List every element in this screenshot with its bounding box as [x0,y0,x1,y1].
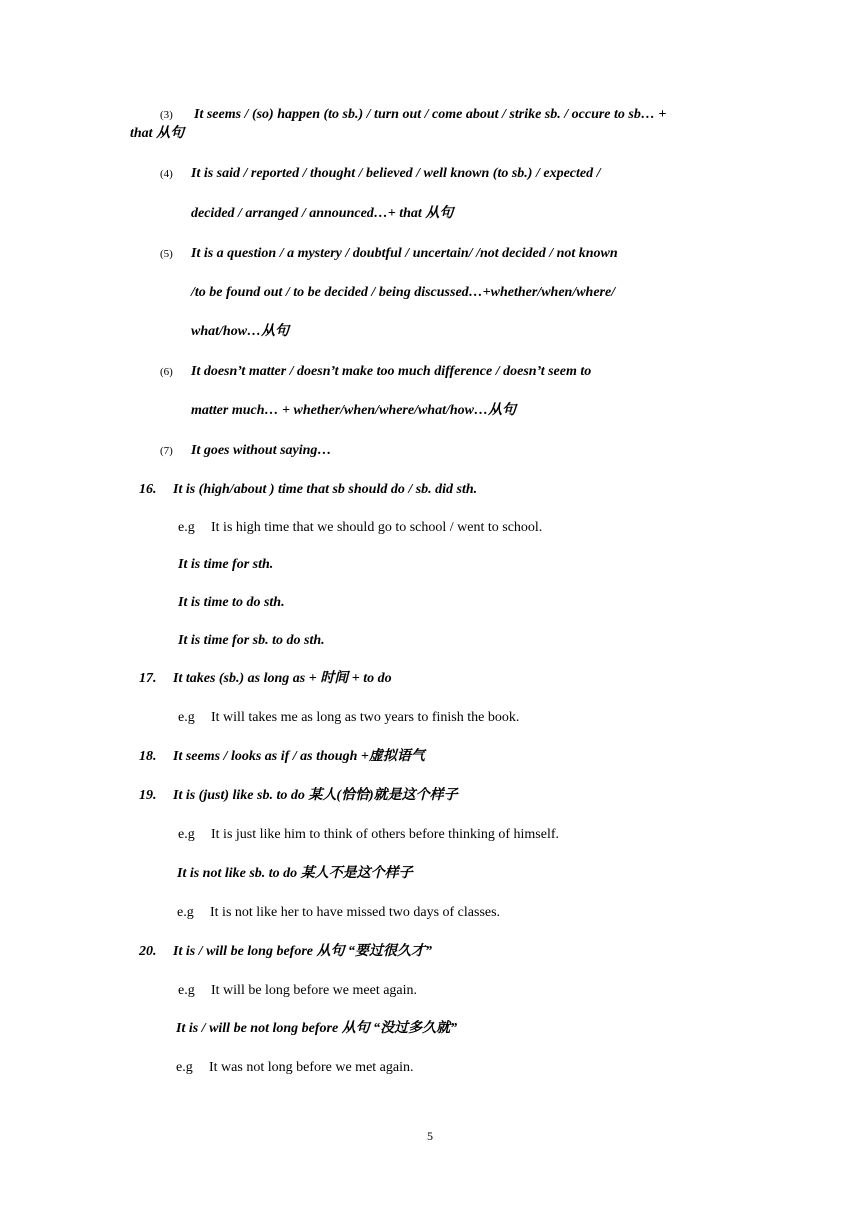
section-19-title: It is (just) like sb. to do 某人(恰恰)就是这个样子 [173,788,458,803]
item-5-text-1: It is a question / a mystery / doubtful / uncertain/ /not decided / not known [191,246,618,261]
item-4-line-1 [160,165,601,183]
example-label: e.g [178,520,195,535]
item-5-marker: (5) [160,248,173,260]
section-20-number: 20. [139,944,157,959]
item-7-line-1 [160,442,331,460]
item-6-marker: (6) [160,366,173,378]
item-6-text-2: matter much… + whether/when/where/what/how…从句 [191,403,516,418]
item-5-line-1 [160,245,618,263]
example-label: e.g [178,983,195,998]
section-20-example-2 [176,1059,414,1077]
section-16-number: 16. [139,482,157,497]
section-17-example [178,709,519,727]
section-20-example [178,982,417,1000]
item-4-text-1: It is said / reported / thought / believed / well known (to sb.) / expected / [191,166,601,181]
item-3-text-1: It seems / (so) happen (to sb.) / turn out / come about / strike sb. / occure to sb… + [194,107,667,122]
section-20-title: It is / will be long before 从句 “要过很久才” [173,944,432,959]
item-7-marker: (7) [160,445,173,457]
example-label: e.g [176,1060,193,1075]
item-6-text-1: It doesn’t matter / doesn’t make too much difference / doesn’t seem to [191,364,592,379]
section-18-heading [139,748,425,766]
example-text: It will be long before we meet again. [211,983,418,998]
item-5-text-3: what/how…从句 [191,324,290,339]
item-3-marker: (3) [160,109,173,121]
section-19-sub: It is not like sb. to do 某人不是这个样子 [177,866,413,881]
item-3-line-1 [160,106,666,124]
example-label: e.g [177,905,194,920]
section-19-number: 19. [139,788,157,803]
section-16-sub-2: It is time to do sth. [178,595,285,610]
section-19-example-2 [177,904,500,922]
item-7-text-1: It goes without saying… [191,443,332,458]
section-19-heading [139,787,458,805]
page-number: 5 [427,1129,433,1143]
example-text: It will takes me as long as two years to finish the book. [211,710,520,725]
example-label: e.g [178,827,195,842]
section-18-title: It seems / looks as if / as though +虚拟语气 [173,749,425,764]
item-4-text-2: decided / arranged / announced…+ that 从句 [191,206,454,221]
item-4-marker: (4) [160,168,173,180]
section-16-heading [139,481,477,499]
section-16-example [178,519,542,537]
example-text: It is not like her to have missed two days of classes. [210,905,501,920]
item-6-line-1 [160,363,591,381]
example-text: It is high time that we should go to school / went to school. [211,520,543,535]
example-text: It was not long before we met again. [209,1060,414,1075]
example-label: e.g [178,710,195,725]
section-20-sub: It is / will be not long before 从句 “没过多久就” [176,1021,458,1036]
section-17-number: 17. [139,671,157,686]
section-18-number: 18. [139,749,157,764]
section-16-sub-1: It is time for sth. [178,557,274,572]
section-20-heading [139,943,432,961]
section-17-heading [139,670,392,688]
section-16-title: It is (high/about ) time that sb should do / sb. did sth. [173,482,478,497]
section-17-title: It takes (sb.) as long as + 时间 + to do [173,671,392,686]
section-19-example [178,826,559,844]
example-text: It is just like him to think of others before thinking of himself. [211,827,560,842]
section-16-sub-3: It is time for sb. to do sth. [178,633,325,648]
item-3-text-2: that 从句 [130,126,185,141]
item-5-text-2: /to be found out / to be decided / being discussed…+whether/when/where/ [191,285,616,300]
